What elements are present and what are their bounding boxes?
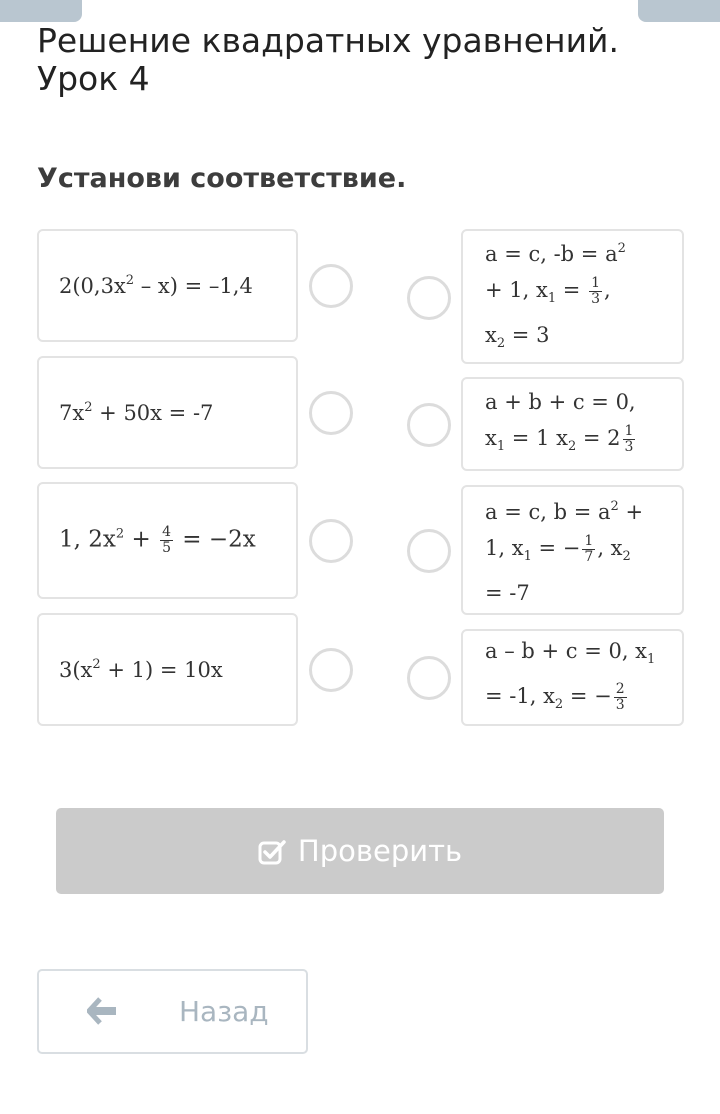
right-radio-4[interactable] [407,656,451,700]
equation-2: $7x^2 + 50x = -7$ [59,400,214,425]
lesson-title: Решение квадратных уравнений. Урок 4 [37,21,619,98]
left-item-1[interactable] [37,229,298,342]
right-item-4[interactable] [461,629,684,726]
right-item-3[interactable] [461,485,684,615]
right-radio-2[interactable] [407,403,451,447]
top-tab-right [638,0,720,22]
back-button-label: Назад [179,995,269,1028]
condition-1: a = c, $-b = a^2$ + 1, $x_1$ = $\frac{1}{3}$ , $x_2 = 3$ [485,241,626,351]
condition-3: a = c, $b = a^2$ + 1, $x_1$ = − $\frac{1}{7}$ , $x_2$ = -7 [485,499,644,605]
left-radio-2[interactable] [309,391,353,435]
right-radio-3[interactable] [407,529,451,573]
arrow-left-icon [87,997,117,1025]
condition-4: a – b + c = 0, $x_1$ = -1, $x_2$ = − $\frac{2}{3}$ [485,638,656,713]
left-item-2[interactable] [37,356,298,469]
right-item-1[interactable] [461,229,684,364]
right-item-2[interactable] [461,377,684,471]
condition-2: a + b + c = 0, $x_1 = 1$ $x_2 = 2$ $\frac{1}{3}$ [485,389,636,455]
left-radio-4[interactable] [309,648,353,692]
instruction-text: Установи соответствие. [37,163,407,194]
check-button-label: Проверить [297,834,463,868]
check-button[interactable] [56,808,664,894]
left-radio-3[interactable] [309,519,353,563]
back-button[interactable] [37,969,308,1054]
left-radio-1[interactable] [309,264,353,308]
equation-4: $3(x^2 + 1) = 10x$ [59,657,223,682]
checkbox-check-icon [258,838,286,864]
equation-1: $2(0,3x^2 - x) = -1,4$ [59,273,253,298]
left-item-3[interactable] [37,482,298,599]
top-tab-left [0,0,82,22]
left-item-4[interactable] [37,613,298,726]
equation-3: 1, $2x^2$ + $\frac{4}{5}$ = −2x [59,524,256,556]
right-radio-1[interactable] [407,276,451,320]
